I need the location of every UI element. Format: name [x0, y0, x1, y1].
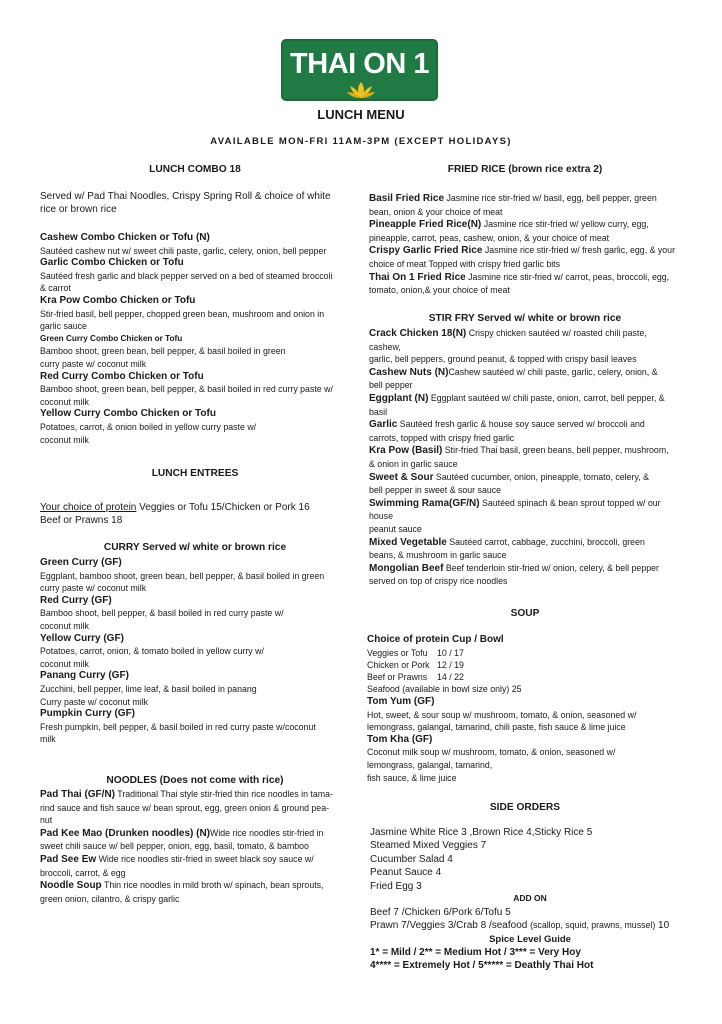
logo-text: THAI ON 1 [290, 48, 429, 80]
curry-list [40, 557, 360, 746]
menu-item-desc: broccoli, carrot, & egg [40, 867, 126, 878]
spice-level-line: 1* = Mild / 2** = Medium Hot / 3*** = Very Hoy [370, 947, 581, 958]
menu-item-name: Tom Kha (GF) [367, 733, 433, 745]
noodles-list [40, 788, 360, 905]
menu-item-desc: sweet chili sauce w/ bell pepper, onion, egg, basil, tomato, & bamboo [40, 841, 309, 852]
soup-price-row [367, 659, 697, 671]
side-orders-list [370, 826, 700, 893]
lunch-entrees-heading: LUNCH ENTREES [151, 468, 239, 479]
menu-item-desc: Cashew sautéed w/ chili paste, garlic, celery, onion, & [448, 366, 658, 377]
combo-intro-line: Served w/ Pad Thai Noodles, Crispy Spring Roll & choice of white [40, 191, 331, 202]
page-title: LUNCH MENU [317, 107, 405, 122]
menu-item-desc: bean, onion & your choice of meat [369, 206, 503, 217]
menu-item-name: Crack Chicken 18(N) [369, 328, 467, 339]
soup-block [367, 634, 697, 784]
add-on-heading: ADD ON [513, 893, 547, 903]
menu-item-desc: Hot, sweet, & sour soup w/ mushroom, tomato, & onion, seasoned w/ [367, 709, 637, 720]
menu-item-desc: basil [369, 406, 388, 417]
menu-item-desc: curry paste w/ coconut milk [40, 358, 147, 369]
menu-item-name: Pad See Ew [40, 853, 97, 865]
menu-item-desc: Sautéed fresh garlic & house soy sauce served w/ broccoli and [397, 419, 645, 430]
spice-level-line: 4**** = Extremely Hot / 5***** = Deathly Thai Hot [370, 960, 594, 972]
menu-item-desc: lemongrass, galangal, tamarind, chili paste, fish sauce & lime juice [367, 722, 626, 733]
menu-item-name: Thai On 1 Fried Rice [369, 271, 466, 283]
menu-item-name: Noodle Soup [40, 880, 102, 892]
spice-guide-heading: Spice Level Guide [489, 934, 571, 945]
fried-rice-heading: FRIED RICE (brown rice extra 2) [447, 164, 603, 175]
soup-price: 10 / 17 [437, 647, 464, 658]
menu-item-desc: bell pepper in sweet & sour sauce [369, 485, 502, 496]
menu-item-desc: & onion in garlic sauce [369, 458, 458, 469]
add-on-seafood-note: (scallop, squid, prawns, mussel) [530, 920, 656, 931]
soup-protein: Veggies or Tofu [367, 647, 428, 658]
menu-item-desc: Stir-fried Thai basil, green beans, bell pepper, mushroom, [442, 445, 669, 456]
stir-fry-list [369, 327, 699, 588]
menu-item-desc: Thin rice noodles in mild broth w/ spinach, bean sprouts, [101, 880, 324, 891]
menu-item-name: Garlic Combo Chicken or Tofu [40, 257, 184, 269]
menu-item-desc: cashew, [369, 341, 401, 352]
menu-item-desc: Curry paste w/ coconut milk [40, 696, 149, 707]
menu-item-name: Pad Kee Mao (Drunken noodles) (N) [40, 827, 211, 839]
menu-item-desc: Bamboo shoot, green bean, bell pepper, & basil boiled in red curry paste w/ [40, 384, 333, 395]
menu-item-desc: carrots, topped with crispy fried garlic [369, 432, 515, 443]
menu-item-desc: Jasmine rice stir-fried w/ basil, egg, bell pepper, green [444, 193, 657, 203]
soup-heading: SOUP [510, 608, 540, 619]
menu-item-desc: Wide rice noodles stir-fried in [210, 827, 324, 838]
menu-item-desc: green onion, cilantro, & crispy garlic [40, 893, 180, 904]
fried-rice-list [369, 192, 699, 297]
menu-item-desc: pineapple, carrot, peas, cashew, onion, & your choice of meat [369, 232, 610, 243]
menu-item-desc: Crispy chicken sautéed w/ roasted chili paste, [466, 328, 647, 338]
menu-item-desc: Jasmine rice stir-fried w/ yellow curry, egg, [481, 219, 649, 230]
add-on-price: 10 [655, 920, 670, 932]
add-on-list [370, 906, 710, 933]
menu-item-name: Cashew Combo Chicken or Tofu (N) [40, 232, 210, 243]
side-order-item: Steamed Mixed Veggies 7 [370, 840, 487, 852]
menu-item-desc: Bamboo shoot, green bean, bell pepper, & basil boiled in green [40, 346, 286, 357]
side-order-item: Cucumber Salad 4 [370, 853, 453, 865]
soup-price-row [367, 671, 697, 683]
menu-item-desc: milk [40, 734, 56, 745]
menu-item-desc: Fresh pumpkin, bell pepper, & basil boiled in red curry paste w/coconut [40, 721, 316, 732]
menu-item-desc: bell pepper [369, 380, 413, 391]
menu-item-desc: nut [40, 815, 53, 826]
menu-item-name: Green Curry Combo Chicken or Tofu [40, 333, 183, 343]
menu-item-desc: Eggplant, bamboo shoot, green bean, bell pepper, & basil boiled in green [40, 570, 325, 581]
menu-item-desc: Wide rice noodles stir-fried in sweet black soy sauce w/ [96, 853, 314, 864]
menu-item-name: Red Curry Combo Chicken or Tofu [40, 370, 204, 382]
menu-item-desc: Potatoes, carrot, onion, & tomato boiled in yellow curry w/ [40, 646, 264, 657]
menu-item-desc: beans, & mushroom in garlic sauce [369, 550, 507, 561]
menu-item-name: Kra Pow (Basil) [369, 445, 443, 457]
menu-item-name: Tom Yum (GF) [367, 696, 435, 708]
menu-item-name: Mixed Vegetable [369, 536, 447, 548]
menu-item-desc: coconut milk [40, 396, 89, 407]
side-order-item: Jasmine White Rice 3 ,Brown Rice 4,Sticky Rice 5 [370, 827, 593, 838]
menu-item-desc: garlic, bell peppers, ground peanut, & topped with crispy basil leaves [369, 354, 637, 365]
menu-item-desc: coconut milk [40, 434, 89, 445]
menu-item-name: Crispy Garlic Fried Rice [369, 245, 483, 257]
add-on-line: Prawn 7/Veggies 3/Crab 8 /seafood [370, 920, 531, 932]
combo-list [40, 232, 360, 446]
menu-item-name: Pad Thai (GF/N) [40, 789, 115, 800]
menu-item-name: Garlic [369, 419, 398, 431]
menu-item-name: Eggplant (N) [369, 392, 429, 404]
menu-item-desc: Sautéed cucumber, onion, pineapple, tomato, celery, & [433, 471, 649, 482]
menu-item-desc: tomato, onion,& your choice of meat [369, 285, 510, 296]
side-orders-heading: SIDE ORDERS [489, 802, 561, 813]
menu-item-name: Swimming Rama(GF/N) [369, 497, 480, 509]
menu-item-name: Mongolian Beef [369, 562, 444, 574]
menu-item-name: Panang Curry (GF) [40, 670, 129, 682]
menu-item-desc: Jasmine rice stir-fried w/ fresh garlic, egg, & your [482, 245, 676, 256]
protein-prices: Veggies or Tofu 15/Chicken or Pork 16 [136, 502, 310, 513]
soup-choice-heading: Choice of protein Cup / Bowl [367, 634, 504, 645]
menu-item-desc: Coconut milk soup w/ mushroom, tomato, & onion, seasoned w/ [367, 747, 616, 758]
menu-item-desc: Potatoes, carrot, & onion boiled in yellow curry paste w/ [40, 421, 257, 432]
menu-item-name: Kra Pow Combo Chicken or Tofu [40, 294, 196, 306]
menu-item-desc: coconut milk [40, 620, 89, 631]
soup-price: 14 / 22 [437, 672, 464, 683]
protein-label: Your choice of protein [40, 502, 137, 513]
noodles-heading: NOODLES (Does not come with rice) [106, 775, 284, 786]
menu-item-desc: Traditional Thai style stir-fried thin rice noodles in tama- [115, 789, 333, 799]
menu-item-desc: & carrot [40, 283, 71, 294]
lunch-combo-heading: LUNCH COMBO 18 [149, 164, 241, 175]
menu-item-name: Cashew Nuts (N) [369, 366, 449, 378]
menu-item-desc: rind sauce and fish sauce w/ bean sprout, egg, green onion & ground pea- [40, 802, 330, 813]
menu-item-name: Green Curry (GF) [40, 557, 122, 568]
protein-choice [40, 501, 360, 528]
menu-item-name: Pumpkin Curry (GF) [40, 708, 136, 720]
menu-item-desc: Zucchini, bell pepper, lime leaf, & basil boiled in panang [40, 683, 257, 694]
soup-protein: Beef or Prawns [367, 672, 428, 683]
combo-intro-line: rice or brown rice [40, 204, 117, 216]
menu-item-name: Basil Fried Rice [369, 193, 445, 204]
stir-fry-heading: STIR FRY Served w/ white or brown rice [428, 313, 622, 324]
menu-item-desc: Bamboo shoot, bell pepper, & basil boiled in red curry paste w/ [40, 608, 284, 619]
soup-seafood-note: Seafood (available in bowl size only) 25 [367, 684, 522, 695]
menu-item-desc: Sautéed spinach & bean sprout topped w/ our [479, 497, 661, 508]
menu-item-name: Sweet & Sour [369, 471, 434, 483]
menu-item-desc: Stir-fried basil, bell pepper, chopped green bean, mushroom and onion in [40, 308, 325, 319]
soup-price: 12 / 19 [437, 659, 464, 670]
spice-guide [370, 946, 710, 973]
soup-protein: Chicken or Pork [367, 659, 430, 670]
soup-price-row [367, 647, 697, 659]
menu-item-desc: fish sauce, & lime juice [367, 772, 457, 783]
menu-item-desc: Beef tenderloin stir-fried w/ onion, celery, & bell pepper [443, 562, 659, 573]
menu-item-desc: Eggplant sautéed w/ chili paste, onion, carrot, bell pepper, & [428, 392, 665, 403]
menu-item-name: Yellow Curry Combo Chicken or Tofu [40, 408, 216, 420]
menu-item-desc: garlic sauce [40, 321, 87, 332]
menu-item-desc: house [369, 511, 393, 522]
menu-item-desc: peanut sauce [369, 523, 422, 534]
curry-heading: CURRY Served w/ white or brown rice [103, 542, 287, 553]
menu-item-desc: lemongrass, galangal, tamarind, [367, 760, 493, 771]
combo-intro [40, 190, 360, 217]
brand-logo [281, 39, 438, 101]
menu-item-name: Red Curry (GF) [40, 594, 112, 606]
menu-item-name: Yellow Curry (GF) [40, 632, 124, 644]
menu-item-desc: coconut milk [40, 658, 89, 669]
menu-item-desc: Jasmine rice stir-fried w/ carrot, peas, broccoli, egg, [465, 271, 670, 282]
side-order-item: Fried Egg 3 [370, 880, 422, 892]
add-on-line: Beef 7 /Chicken 6/Pork 6/Tofu 5 [370, 907, 511, 918]
protein-prices: Beef or Prawns 18 [40, 515, 123, 527]
menu-item-desc: Sautéed carrot, cabbage, zucchini, broccoli, green [446, 536, 645, 547]
availability-note: AVAILABLE MON-FRI 11AM-3PM (EXCEPT HOLIDAYS) [210, 136, 512, 147]
menu-item-desc: curry paste w/ coconut milk [40, 583, 147, 594]
side-order-item: Peanut Sauce 4 [370, 867, 442, 879]
menu-item-desc: Sautéed fresh garlic and black pepper served on a bed of steamed broccoli [40, 270, 333, 281]
menu-item-name: Pineapple Fried Rice(N) [369, 219, 482, 231]
lotus-icon [346, 80, 376, 100]
menu-item-desc: served on top of crispy rice noodles [369, 576, 508, 587]
menu-item-desc: Sautéed cashew nut w/ sweet chili paste, garlic, celery, onion, bell pepper [40, 245, 327, 256]
menu-item-desc: choice of meat Topped with crispy fried garlic bits [369, 258, 561, 269]
